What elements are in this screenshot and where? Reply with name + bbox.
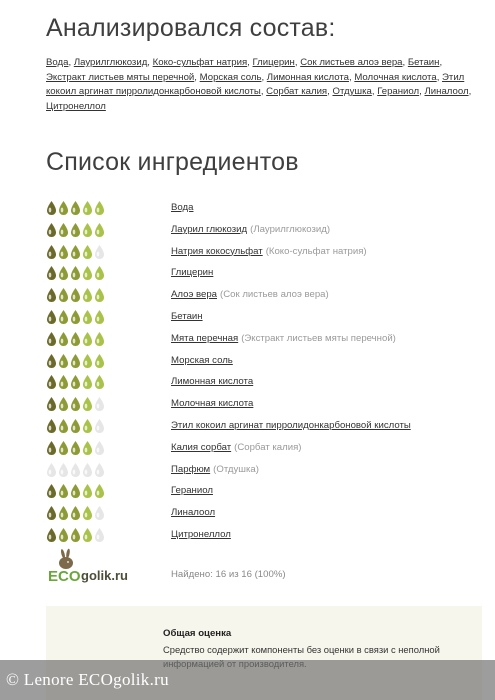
ingredient-text [171, 224, 330, 235]
ingredient-text [171, 289, 329, 300]
ingredient-text [171, 507, 215, 518]
ingredient-link[interactable]: Натрия кокосульфат [171, 245, 263, 257]
ingredient-text [171, 464, 259, 475]
drop-icon [70, 440, 81, 456]
watermark-text: © Lenore ECOgolik.ru [6, 670, 169, 689]
drop-icon [70, 505, 81, 521]
drop-icon [46, 309, 57, 325]
composition-link[interactable]: Коко-сульфат натрия [152, 57, 248, 68]
drop-icon [46, 418, 57, 434]
drop-icon [58, 440, 69, 456]
ingredient-row [46, 372, 476, 394]
drop-icon [58, 418, 69, 434]
drop-icon [46, 505, 57, 521]
drop-icon [94, 418, 105, 434]
logo-eco-text: ECO [48, 568, 81, 585]
drop-icon [70, 309, 81, 325]
ingredient-link[interactable]: Морская соль [171, 354, 233, 366]
drop-icon [94, 309, 105, 325]
ingredient-row [46, 285, 476, 307]
drop-icon [70, 287, 81, 303]
drop-icon [58, 222, 69, 238]
composition-link[interactable]: Лаурилглюкозид [73, 57, 148, 68]
safety-rating [46, 396, 105, 412]
rabbit-icon [59, 548, 73, 569]
composition-link[interactable]: Бетаин [407, 57, 440, 68]
drop-icon [70, 200, 81, 216]
drop-icon [82, 440, 93, 456]
drop-icon [82, 353, 93, 369]
ecogolik-logo[interactable] [46, 548, 151, 588]
logo-domain-text: golik.ru [81, 568, 128, 583]
drop-icon [82, 418, 93, 434]
ingredient-synonym: (Лаурилглюкозид) [250, 223, 331, 235]
ingredient-row [46, 198, 476, 220]
drop-icon [58, 200, 69, 216]
watermark-bar [0, 660, 495, 700]
ingredient-link[interactable]: Калия сорбат [171, 441, 232, 453]
drop-icon [58, 483, 69, 499]
drop-icon [70, 527, 81, 543]
summary-title: Общая оценка [163, 628, 232, 639]
drop-icon [70, 374, 81, 390]
drop-icon [46, 200, 57, 216]
composition-link[interactable]: Вода [46, 57, 69, 68]
ingredient-row [46, 242, 476, 264]
drop-icon [70, 222, 81, 238]
ingredient-row [46, 329, 476, 351]
safety-rating [46, 244, 105, 260]
drop-icon [94, 287, 105, 303]
safety-rating [46, 309, 105, 325]
drop-icon [46, 440, 57, 456]
composition-link[interactable]: Сок листьев алоэ вера [300, 57, 403, 68]
ingredient-text [171, 311, 203, 322]
drop-icon [58, 374, 69, 390]
drop-icon [70, 462, 81, 478]
safety-rating [46, 483, 105, 499]
ingredient-text [171, 267, 213, 278]
drop-icon [94, 353, 105, 369]
drop-icon [94, 483, 105, 499]
safety-rating [46, 287, 105, 303]
drop-icon [94, 244, 105, 260]
composition-link[interactable]: Экстракт листьев мяты перечной [46, 71, 195, 83]
drop-icon [58, 396, 69, 412]
composition-link[interactable]: Цитронеллол [46, 100, 106, 112]
drop-icon [82, 309, 93, 325]
safety-rating [46, 265, 105, 281]
drop-icon [70, 418, 81, 434]
safety-rating [46, 418, 105, 434]
ingredient-text [171, 420, 411, 431]
safety-rating [46, 440, 105, 456]
ingredient-row [46, 263, 476, 285]
ingredient-link[interactable]: Глицерин [171, 267, 214, 279]
drop-icon [82, 287, 93, 303]
ingredient-row [46, 460, 476, 482]
drop-icon [82, 331, 93, 347]
drop-icon [82, 244, 93, 260]
composition-links: Вода, Лаурилглюкозид, Коко-сульфат натрия, Глицерин, Сок листьев алоэ вера, Бетаин, Экстракт листьев мяты перечной, Морская соль, Лимонная кислота, Молочная кислота, Этил кокоил аргинат пирролидонкарбоновой кислоты, Сорбат калия, Отдушка, Гераниол, Линалоол, Цитронеллол [46, 57, 472, 112]
ingredient-text [171, 376, 253, 387]
ingredient-link[interactable]: Лаурил глюкозид [171, 223, 248, 235]
drop-icon [58, 331, 69, 347]
drop-icon [46, 527, 57, 543]
drop-icon [82, 374, 93, 390]
drop-icon [46, 483, 57, 499]
ingredient-row [46, 481, 476, 503]
composition-link[interactable]: Лимонная кислота [266, 71, 349, 83]
ingredient-text [171, 333, 396, 344]
drop-icon [46, 374, 57, 390]
drop-icon [94, 200, 105, 216]
composition-link[interactable]: Этил кокоил аргинат пирролидонкарбоновой кислоты [46, 71, 465, 98]
drop-icon [58, 353, 69, 369]
ingredient-row [46, 220, 476, 242]
ingredient-link[interactable]: Молочная кислота [171, 398, 254, 410]
safety-rating [46, 353, 105, 369]
drop-icon [94, 505, 105, 521]
ingredient-row [46, 416, 476, 438]
ingredient-synonym: (Коко-сульфат натрия) [265, 245, 367, 257]
drop-icon [46, 244, 57, 260]
drop-icon [58, 527, 69, 543]
drop-icon [70, 483, 81, 499]
composition-link[interactable]: Отдушка [332, 86, 372, 98]
ingredient-text [171, 398, 253, 409]
drop-icon [82, 265, 93, 281]
ingredient-row [46, 307, 476, 329]
drop-icon [82, 462, 93, 478]
ingredient-link[interactable]: Линалоол [171, 507, 216, 519]
ingredient-row [46, 394, 476, 416]
composition-title: Анализировался состав: [46, 14, 336, 42]
ingredient-text [171, 202, 193, 213]
drop-icon [70, 396, 81, 412]
ingredient-synonym: (Отдушка) [213, 463, 259, 475]
ingredient-link[interactable]: Парфюм [171, 463, 211, 475]
safety-rating [46, 331, 105, 347]
drop-icon [58, 265, 69, 281]
drop-icon [58, 244, 69, 260]
drop-icon [94, 527, 105, 543]
ingredient-synonym: (Экстракт листьев мяты перечной) [241, 332, 396, 344]
drop-icon [58, 505, 69, 521]
drop-icon [82, 483, 93, 499]
summary-text: Средство содержит компоненты без оценки в связи с неполной [163, 644, 440, 655]
ingredients-title: Список ингредиентов [46, 148, 299, 176]
drop-icon [70, 265, 81, 281]
drop-icon [94, 222, 105, 238]
drop-icon [82, 396, 93, 412]
composition-link[interactable]: Молочная кислота [354, 71, 437, 83]
drop-icon [82, 505, 93, 521]
ingredient-link[interactable]: Алоэ вера [171, 289, 217, 301]
safety-rating [46, 200, 105, 216]
safety-rating [46, 527, 105, 543]
ingredient-link[interactable]: Вода [171, 202, 194, 213]
drop-icon [58, 309, 69, 325]
drop-icon [94, 374, 105, 390]
composition-link[interactable]: Морская соль [199, 71, 262, 83]
drop-icon [46, 265, 57, 281]
drop-icon [94, 265, 105, 281]
drop-icon [46, 331, 57, 347]
composition-link[interactable]: Линалоол [424, 86, 469, 98]
drop-icon [70, 244, 81, 260]
composition-link[interactable]: Сорбат калия [266, 86, 328, 98]
drop-icon [58, 462, 69, 478]
drop-icon [94, 440, 105, 456]
drop-icon [94, 331, 105, 347]
ingredient-text [171, 442, 301, 453]
ingredient-row [46, 438, 476, 460]
drop-icon [70, 353, 81, 369]
drop-icon [46, 222, 57, 238]
drop-icon [46, 396, 57, 412]
ingredient-text [171, 246, 367, 257]
drop-icon [46, 462, 57, 478]
safety-rating [46, 505, 105, 521]
ingredient-link[interactable]: Бетаин [171, 310, 203, 322]
ingredient-text [171, 485, 213, 496]
drop-icon [94, 396, 105, 412]
drop-icon [58, 287, 69, 303]
safety-rating [46, 222, 105, 238]
ingredient-link[interactable]: Мята перечная [171, 332, 239, 344]
safety-rating [46, 462, 105, 478]
ingredients-list [46, 198, 476, 547]
ingredient-synonym: (Сок листьев алоэ вера) [220, 289, 329, 301]
ingredient-row [46, 525, 476, 547]
ingredient-link[interactable]: Гераниол [171, 485, 213, 497]
ingredient-text [171, 355, 233, 366]
drop-icon [46, 287, 57, 303]
ingredient-link[interactable]: Лимонная кислота [171, 376, 254, 388]
composition-link[interactable]: Гераниол [377, 86, 420, 98]
safety-rating [46, 374, 105, 390]
ingredient-row [46, 503, 476, 525]
found-count: Найдено: 16 из 16 (100%) [171, 569, 286, 580]
drop-icon [82, 200, 93, 216]
ingredient-link[interactable]: Цитронеллол [171, 528, 231, 540]
drop-icon [46, 353, 57, 369]
drop-icon [82, 222, 93, 238]
drop-icon [94, 462, 105, 478]
drop-icon [70, 331, 81, 347]
ingredient-synonym: (Сорбат калия) [234, 441, 302, 453]
ingredient-row [46, 351, 476, 373]
ingredient-link[interactable]: Этил кокоил аргинат пирролидонкарбоновой кислоты [171, 419, 411, 431]
ingredient-text [171, 529, 231, 540]
drop-icon [82, 527, 93, 543]
composition-link[interactable]: Глицерин [252, 57, 295, 68]
